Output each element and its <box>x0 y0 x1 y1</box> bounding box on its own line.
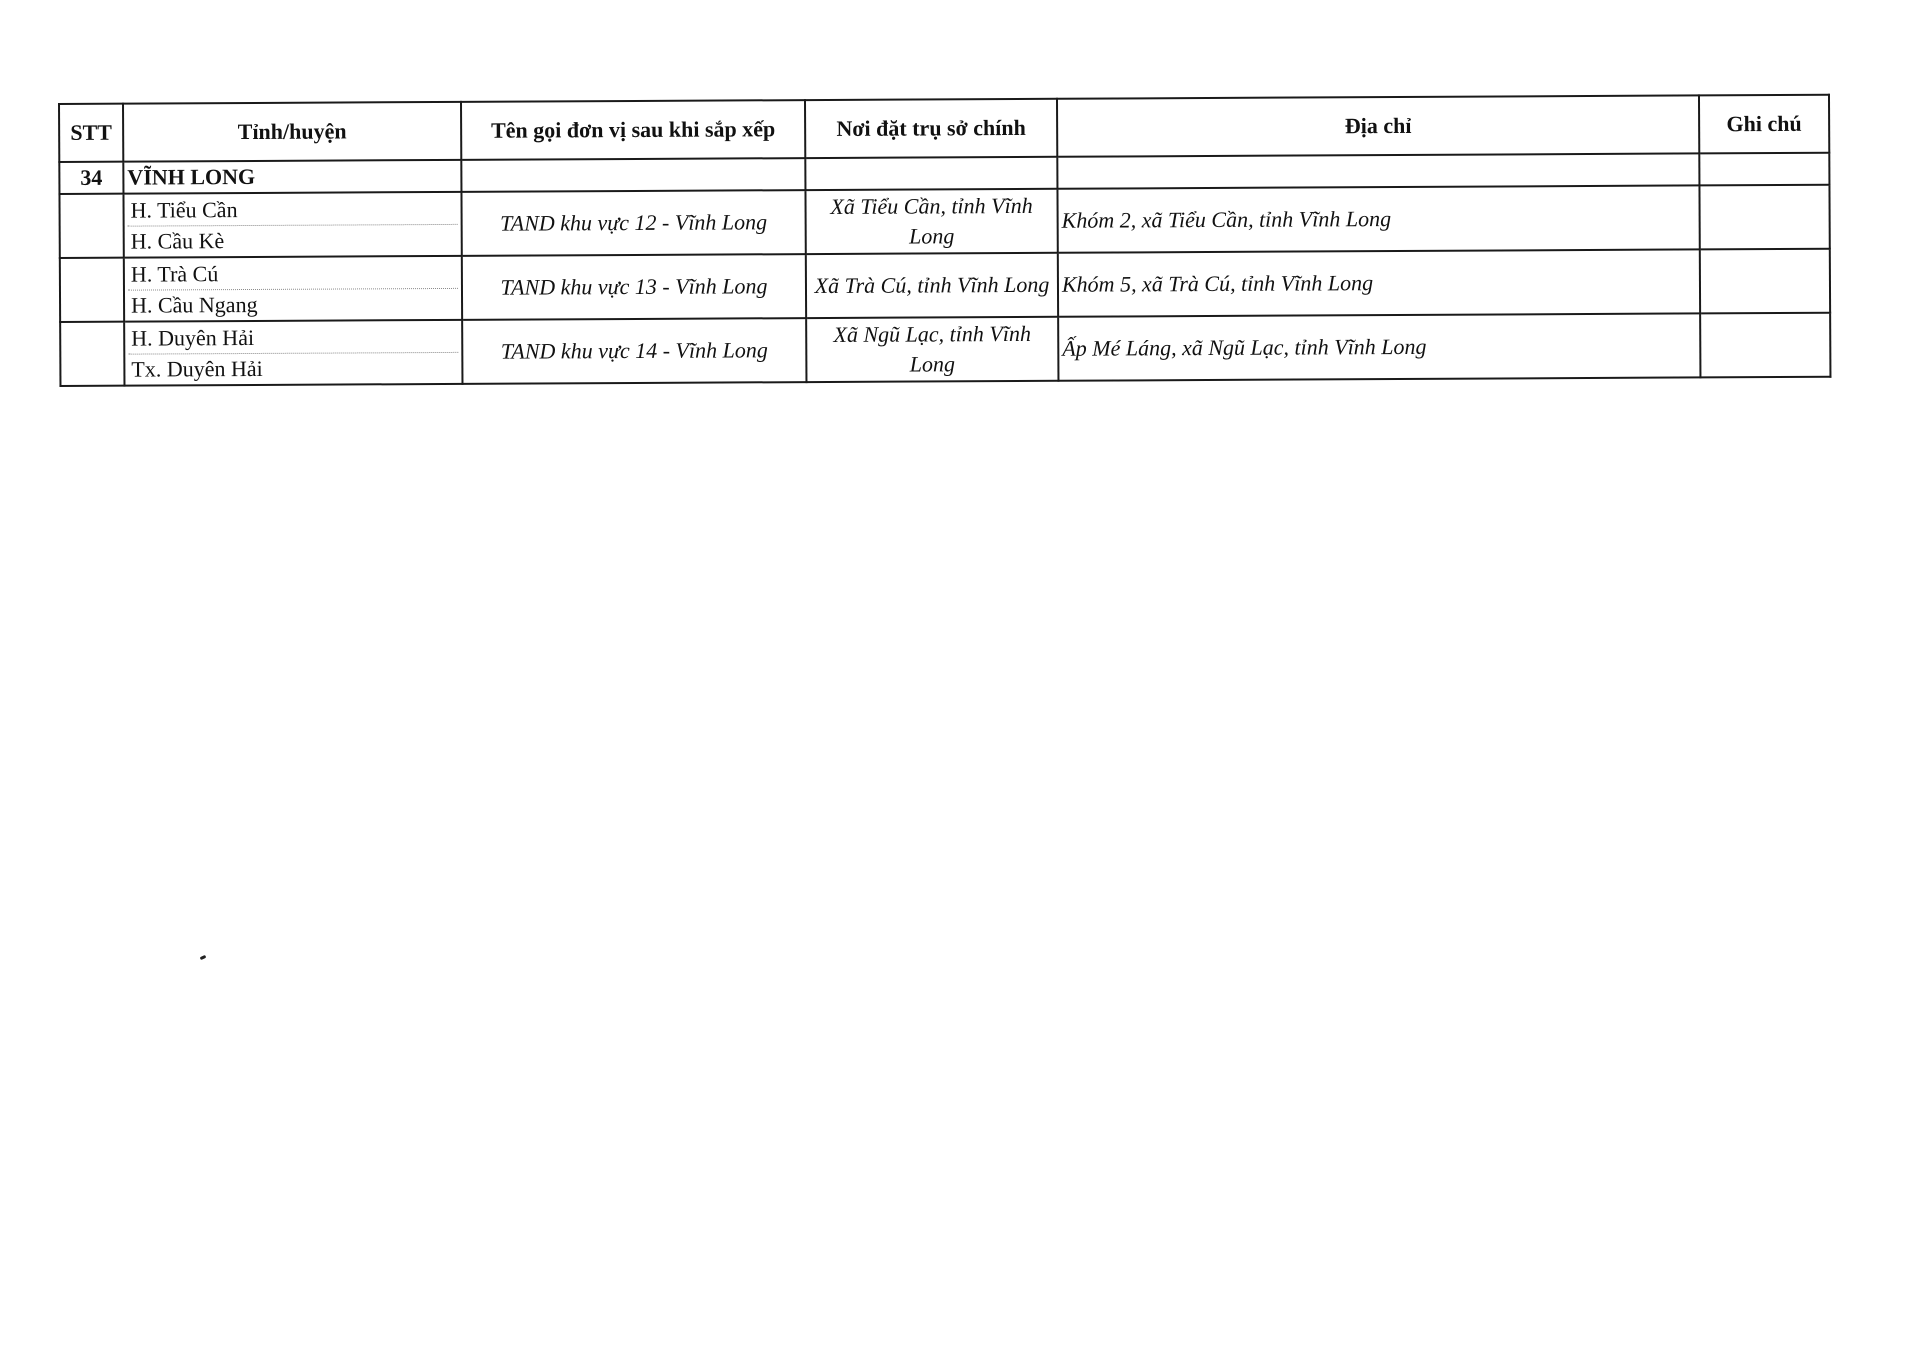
district-name: H. Duyên Hải <box>128 321 458 354</box>
seat-location: Xã Tiểu Cần, tỉnh Vĩnh Long <box>805 189 1057 254</box>
province-stt: 34 <box>59 162 123 194</box>
seat-location: Xã Ngũ Lạc, tỉnh Vĩnh Long <box>806 317 1058 382</box>
empty-cell <box>1057 153 1699 188</box>
district-name: Tx. Duyên Hải <box>131 355 263 382</box>
district-name: H. Cầu Kè <box>130 227 225 254</box>
district-cell <box>123 192 461 258</box>
header-stt: STT <box>59 104 123 162</box>
header-unit-name: Tên gọi đơn vị sau khi sắp xếp <box>461 100 805 160</box>
empty-cell <box>461 158 805 192</box>
seat-location: Xã Trà Cú, tỉnh Vĩnh Long <box>806 253 1058 318</box>
empty-cell <box>805 157 1057 190</box>
empty-cell <box>1699 153 1829 186</box>
row-stt <box>59 194 123 258</box>
court-units-table <box>58 94 1831 387</box>
district-name: H. Trà Cú <box>128 257 458 290</box>
table-row <box>59 185 1829 258</box>
address: Khóm 5, xã Trà Cú, tỉnh Vĩnh Long <box>1058 249 1700 316</box>
unit-name: TAND khu vực 13 - Vĩnh Long <box>462 254 806 320</box>
district-cell <box>124 256 462 322</box>
address: Ấp Mé Láng, xã Ngũ Lạc, tỉnh Vĩnh Long <box>1058 313 1700 380</box>
unit-name: TAND khu vực 14 - Vĩnh Long <box>462 318 806 384</box>
table-row <box>60 313 1830 386</box>
table-row <box>60 249 1830 322</box>
table-header-row <box>59 95 1829 162</box>
scan-speck <box>200 955 207 960</box>
note <box>1700 249 1830 314</box>
document-sheet <box>58 94 1829 387</box>
note <box>1700 313 1830 378</box>
row-stt <box>60 258 124 322</box>
header-address: Địa chỉ <box>1057 95 1699 156</box>
header-note: Ghi chú <box>1699 95 1829 154</box>
unit-name: TAND khu vực 12 - Vĩnh Long <box>461 190 805 256</box>
note <box>1699 185 1829 250</box>
header-district: Tỉnh/huyện <box>123 102 461 162</box>
district-cell <box>124 320 462 386</box>
district-name: H. Tiểu Cần <box>127 193 457 226</box>
row-stt <box>60 322 124 386</box>
address: Khóm 2, xã Tiểu Cần, tỉnh Vĩnh Long <box>1057 185 1699 252</box>
header-seat: Nơi đặt trụ sở chính <box>805 99 1057 158</box>
district-name: H. Cầu Ngang <box>130 291 258 318</box>
province-name: VĨNH LONG <box>123 160 461 194</box>
